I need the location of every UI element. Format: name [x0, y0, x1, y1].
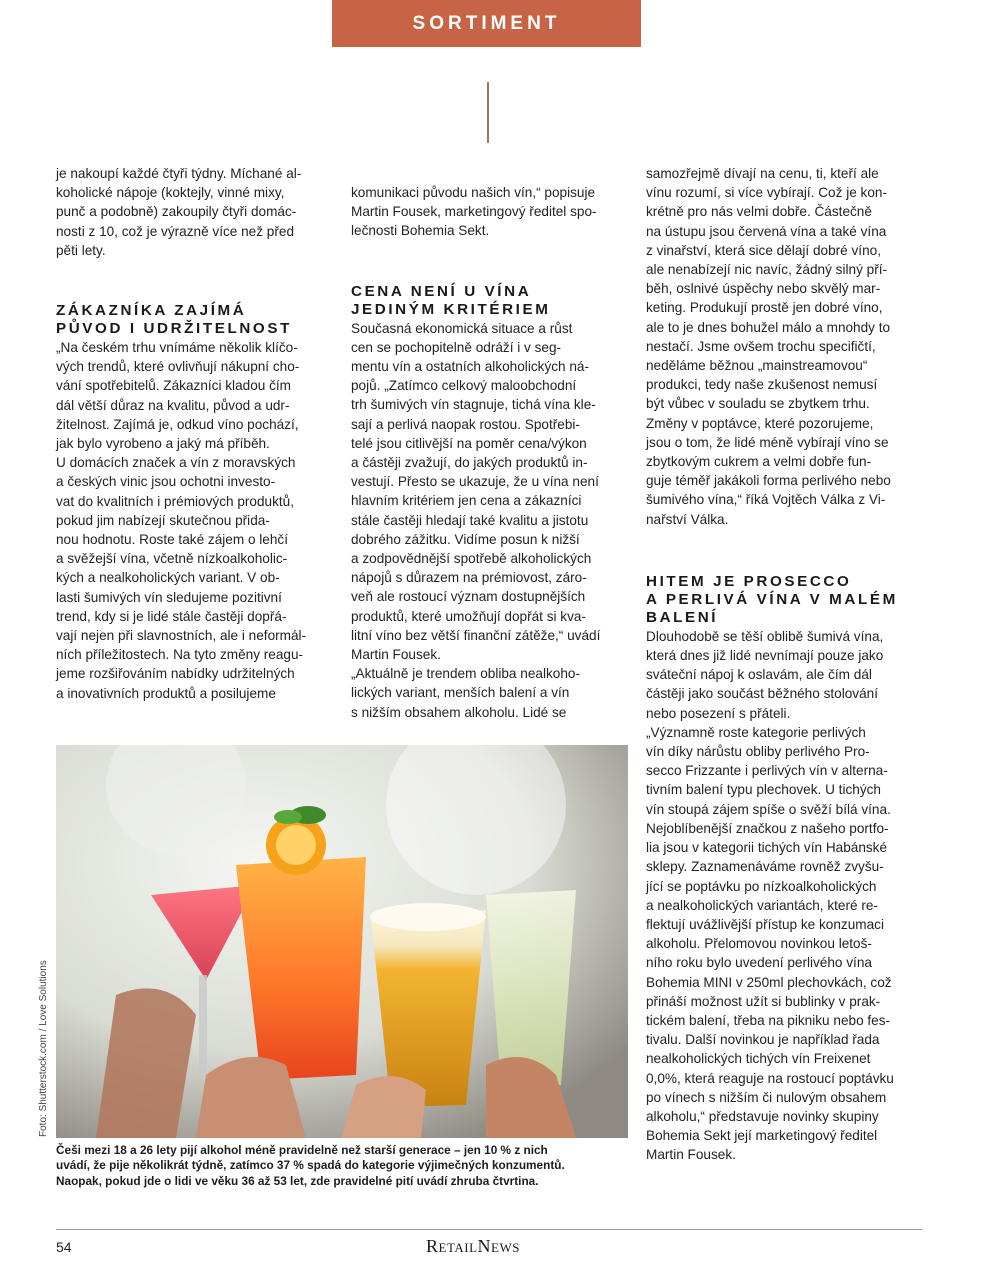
article-column-right	[646, 164, 928, 1165]
article-column-left	[56, 164, 338, 703]
paragraph: Současná ekonomická situace a růst cen se pochopitelně odráží i v seg- mentu vín a ostatních alkoholických ná- pojů. „Zatímco celkový maloobchodní trh šumivých vín stagnuje, tichá vína kle- sají a perlivá naopak rostou. Spotřebi- telé jsou citlivější na poměr cena/výkon a částěji zvažují, do jakých produktů in- vestují. Přesto se ukazuje, že u vína není hlavním kritériem jen cena a zákazníci stále častěji hledají také kvalitu a jistotu dobrého zážitku. Vidíme posun k nižší a zodpovědnější spotřebě alkoholických nápojů s důrazem na prémiovost, záro- veň ale rostoucí význam dostupnějších produktů, které umožňují dopřát si kva- litní víno bez větší finanční zátěže,“ uvádí Martin Fousek. „Aktuálně je trendem obliba nealkoho- lických variant, menších balení a vín s nižším obsahem alkoholu. Lidé se	[351, 320, 601, 720]
paragraph: Dlouhodobě se těší oblibě šumivá vína, která dnes již lidé nevnímají pouze jako sváteční nápoj k oslavám, ale čím dál částěji jako součást běžného stolování nebo posezení s přáteli. „Významně roste kategorie perlivých vín díky nárůstu obliby perlivého Pro- secco Frizzante i perlivých vín v alterna- tivním balení typu plechovek. U tichých vín stoupá zájem spíše o svěží bílá vína. Nejoblíbenější značkou z našeho portfo- lia jsou v kategorii tichých vín Habánské sklepy. Zaznamenáváme rovněž zvyšu- jící se poptávku po nízkoalkoholických a nealkoholických variantách, které re- flektují uvážlivější přístup ke konzumaci alkoholu. Přelomovou novinkou letoš- ního roku bylo uvedení perlivého vína Bohemia MINI v 250ml plechovkách, což přináší možnost užít si bublinky v prak- tickém balení, třeba na pikniku nebo fes- tivalu. Další novinkou je například řada nealkoholických tichých vín Freixenet 0,0%, která reaguje na rostoucí poptávku po vínech s nižším či nulovým obsahem alkoholu,“ představuje novinky skupiny Bohemia Sekt její marketingový ředitel Martin Fousek.	[646, 628, 894, 1163]
section-heading: ZÁKAZNÍKA ZAJÍMÁ PŮVOD I UDRŽITELNOST	[56, 302, 292, 338]
publication-logo: RetailNews	[426, 1236, 520, 1256]
section-heading: HITEM JE PROSECCO A PERLIVÁ VÍNA V MALÉM BALENÍ	[646, 572, 898, 626]
photo-credit: Foto: Shutterstock.com / Love Solutions	[38, 960, 49, 1137]
article-column-middle	[351, 183, 631, 722]
paragraph: samozřejmě dívají na cenu, ti, kteří ale vínu rozumí, si více vybírají. Což je kon- krétně pro nás velmi dobře. Částečně na ústupu jsou červená vína a také vína z vinařství, která sice dělají dobré víno, ale nenabízejí nic navíc, žádný silný pří- běh, oslnivé úspěchy nebo skvělý mar- keting. Produkují prostě jen dobré víno, ale to je dnes bohužel málo a mnohdy to nestačí. Jsme ovšem trochu specifičtí, neděláme běžnou „mainstreamovou“ produkci, tedy naše zkušenost nemusí být vůbec v souladu se zbytkem trhu. Změny v poptávce, které pozorujeme, jsou o tom, že lidé méně vybírají víno se zbytkovým cukrem a velmi dobře fun- guje téměř jakákoli forma perlivého nebo šumivého vína,“ říká Vojtěch Válka z Vi- nařství Válka.	[646, 166, 891, 527]
paragraph: „Na českém trhu vnímáme několik klíčo- vých trendů, které ovlivňují nákupní cho- vání spotřebitelů. Zákazníci kladou čím dál větší důraz na kvalitu, původ a udr- žitelnost. Zajímá je, odkud víno pochází, jak bylo vyrobeno a jaký má příběh. U domácích značek a vín z moravských a českých vinic jsou ochotni investo- vat do kvalitních i prémiových produktů, pokud jim nabízejí skutečnou přida- nou hodnotu. Roste také zájem o lehčí a svěžejší vína, včetně nízkoalkoholic- kých a nealkoholických variant. V ob- lasti šumivých vín sledujeme pozitivní trend, kdy si je lidé stále častěji dopřá- vají nejen při slavnostních, ale i neformál- ních příležitostech. Na tyto změny reagu- jeme rozšiřováním nabídky udržitelných a inovativních produktů a posilujeme	[56, 340, 307, 701]
header-divider	[487, 82, 489, 143]
paragraph: je nakoupí každé čtyři týdny. Míchané al- koholické nápoje (koktejly, vinné mixy, punč a podobně) zakoupily čtyři domác- nosti z 10, což je výrazně více než před pěti lety.	[56, 166, 302, 258]
section-heading: CENA NENÍ U VÍNA JEDINÝM KRITÉRIEM	[351, 282, 551, 318]
paragraph: komunikaci původu našich vín,“ popisuje Martin Fousek, marketingový ředitel spo- lečnosti Bohemia Sekt.	[351, 185, 597, 239]
footer-rule	[56, 1229, 922, 1230]
photo-caption: Češi mezi 18 a 26 lety pijí alkohol méně pravidelně než starší generace – jen 10 % z nich uvádí, že pije několikrát týdně, zatímco 37 % spadá do kategorie výjimečných konzumentů. Naopak, pokud jde o lidi ve věku 36 až 53 let, zde pravidelné pití uvádí zhruba čtvrtina.	[56, 1143, 565, 1188]
page-number: 54	[56, 1239, 72, 1255]
cocktails-photo	[56, 745, 628, 1138]
section-label: SORTIMENT	[332, 0, 641, 47]
